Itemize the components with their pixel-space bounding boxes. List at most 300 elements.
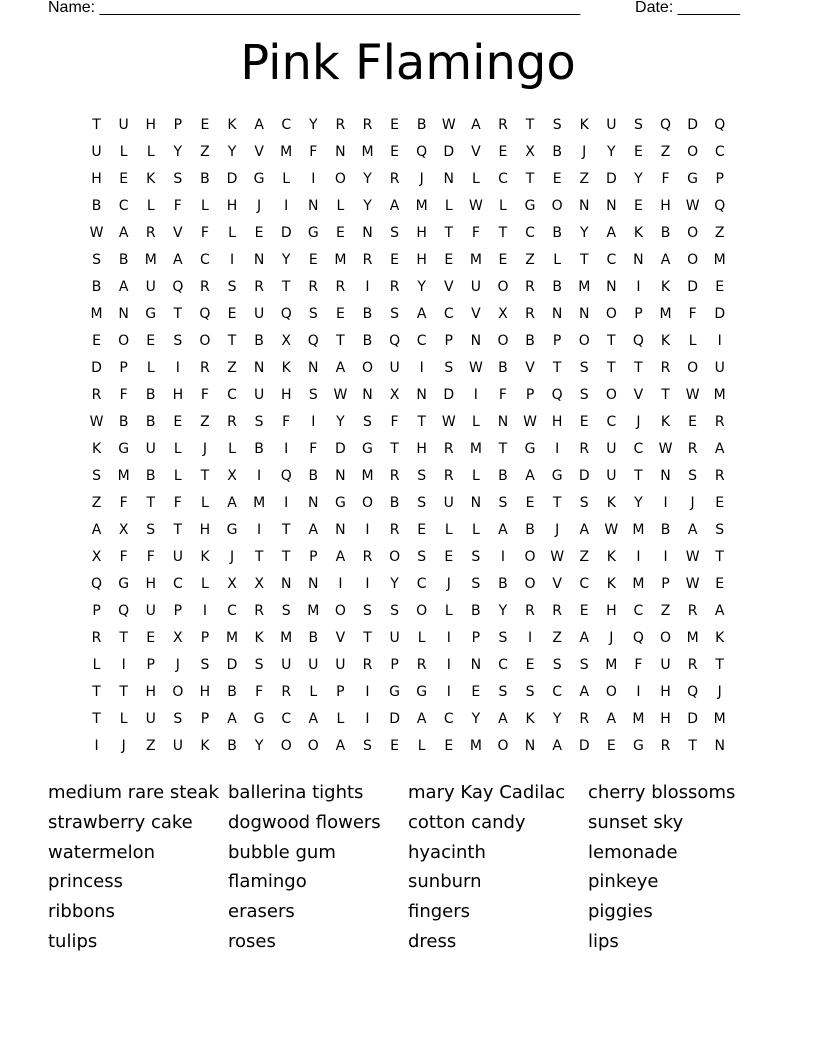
grid-letter[interactable]: T (281, 548, 291, 565)
grid-letter[interactable]: L (336, 197, 345, 214)
grid-letter[interactable]: M (713, 251, 726, 268)
grid-letter[interactable]: U (443, 494, 454, 511)
grid-letter[interactable]: F (309, 440, 318, 457)
grid-letter[interactable]: P (525, 386, 535, 403)
grid-letter[interactable]: T (92, 710, 101, 727)
grid-letter[interactable]: H (199, 521, 211, 538)
grid-letter[interactable]: R (362, 548, 373, 565)
grid-letter[interactable]: M (713, 386, 726, 403)
grid-letter[interactable]: L (688, 332, 697, 349)
grid-letter[interactable]: Z (227, 359, 237, 376)
grid-letter[interactable]: A (335, 548, 346, 565)
grid-letter[interactable]: P (146, 656, 155, 673)
grid-letter[interactable]: R (416, 656, 427, 673)
grid-letter[interactable]: I (663, 494, 668, 511)
grid-letter[interactable]: R (389, 467, 400, 484)
grid-letter[interactable]: E (579, 413, 589, 430)
grid-letter[interactable]: B (362, 332, 373, 349)
grid-letter[interactable]: C (281, 710, 292, 727)
grid-letter[interactable]: E (390, 116, 399, 133)
grid-letter[interactable]: G (362, 440, 373, 457)
grid-letter[interactable]: T (336, 332, 345, 349)
grid-letter[interactable]: P (661, 575, 670, 592)
grid-letter[interactable]: P (309, 548, 318, 565)
grid-letter[interactable]: S (715, 521, 725, 538)
grid-letter[interactable]: P (92, 602, 101, 619)
grid-letter[interactable]: N (118, 305, 129, 322)
grid-letter[interactable]: E (444, 251, 454, 268)
grid-letter[interactable]: K (660, 413, 671, 430)
grid-letter[interactable]: M (469, 251, 482, 268)
grid-letter[interactable]: I (446, 629, 451, 646)
grid-letter[interactable]: C (633, 440, 644, 457)
grid-letter[interactable]: V (471, 305, 481, 322)
grid-letter[interactable]: C (172, 575, 183, 592)
grid-letter[interactable]: L (201, 197, 209, 214)
grid-letter[interactable]: E (633, 143, 643, 160)
grid-letter[interactable]: D (443, 143, 455, 160)
grid-letter[interactable]: Q (660, 116, 672, 133)
grid-letter[interactable]: J (717, 683, 722, 700)
grid-letter[interactable]: D (578, 737, 590, 754)
grid-letter[interactable]: M (280, 629, 293, 646)
grid-letter[interactable]: U (470, 278, 481, 295)
grid-letter[interactable]: N (416, 386, 427, 403)
grid-letter[interactable]: B (552, 143, 562, 160)
grid-letter[interactable]: A (308, 710, 319, 727)
grid-letter[interactable]: R (687, 440, 698, 457)
grid-letter[interactable]: F (146, 548, 155, 565)
grid-letter[interactable]: S (525, 683, 535, 700)
grid-letter[interactable]: A (579, 521, 590, 538)
grid-letter[interactable]: G (226, 521, 238, 538)
grid-letter[interactable]: W (685, 386, 700, 403)
grid-letter[interactable]: E (715, 575, 725, 592)
grid-letter[interactable]: G (334, 494, 346, 511)
grid-letter[interactable]: P (471, 629, 481, 646)
grid-letter[interactable]: I (717, 332, 722, 349)
grid-letter[interactable]: F (119, 494, 128, 511)
grid-letter[interactable]: E (390, 143, 399, 160)
grid-letter[interactable]: E (633, 197, 643, 214)
grid-letter[interactable]: N (308, 359, 319, 376)
grid-letter[interactable]: B (525, 332, 535, 349)
grid-letter[interactable]: H (660, 710, 671, 727)
grid-letter[interactable]: C (118, 197, 129, 214)
grid-letter[interactable]: N (606, 278, 617, 295)
grid-letter[interactable]: C (606, 413, 617, 430)
grid-letter[interactable]: H (416, 251, 427, 268)
grid-letter[interactable]: U (253, 386, 265, 403)
grid-letter[interactable]: S (417, 467, 427, 484)
grid-letter[interactable]: I (636, 278, 641, 295)
grid-letter[interactable]: I (365, 521, 370, 538)
grid-letter[interactable]: Y (173, 143, 183, 160)
grid-letter[interactable]: L (119, 710, 128, 727)
grid-letter[interactable]: G (389, 683, 400, 700)
grid-letter[interactable]: Q (118, 602, 130, 619)
grid-letter[interactable]: C (227, 602, 237, 619)
grid-letter[interactable]: V (471, 143, 481, 160)
grid-letter[interactable]: F (309, 143, 318, 160)
grid-letter[interactable]: D (335, 440, 346, 457)
grid-letter[interactable]: S (363, 413, 372, 430)
grid-letter[interactable]: N (551, 305, 563, 322)
grid-letter[interactable]: A (416, 305, 427, 322)
grid-letter[interactable]: R (498, 116, 508, 133)
grid-letter[interactable]: B (525, 521, 535, 538)
grid-letter[interactable]: L (201, 575, 209, 592)
grid-letter[interactable]: R (525, 602, 535, 619)
grid-letter[interactable]: P (715, 170, 724, 187)
grid-letter[interactable]: X (498, 305, 508, 322)
grid-letter[interactable]: G (687, 170, 699, 187)
grid-letter[interactable]: T (92, 683, 101, 700)
grid-letter[interactable]: L (417, 737, 426, 754)
grid-letter[interactable]: Q (307, 332, 319, 349)
grid-letter[interactable]: C (633, 602, 644, 619)
grid-letter[interactable]: B (118, 251, 129, 268)
grid-letter[interactable]: Y (363, 197, 372, 214)
grid-letter[interactable]: Y (471, 710, 481, 727)
grid-letter[interactable]: Q (687, 683, 699, 700)
grid-letter[interactable]: M (605, 656, 618, 673)
grid-letter[interactable]: I (121, 656, 126, 673)
grid-letter[interactable]: Y (281, 251, 291, 268)
grid-letter[interactable]: S (498, 629, 508, 646)
grid-letter[interactable]: O (497, 737, 509, 754)
grid-letter[interactable]: E (227, 305, 237, 322)
grid-letter[interactable]: B (498, 359, 508, 376)
grid-letter[interactable]: Y (498, 602, 508, 619)
grid-letter[interactable]: D (226, 170, 238, 187)
grid-letter[interactable]: B (362, 305, 373, 322)
grid-letter[interactable]: T (254, 548, 264, 565)
grid-letter[interactable]: S (227, 278, 237, 295)
grid-letter[interactable]: O (416, 602, 428, 619)
grid-letter[interactable]: O (605, 305, 617, 322)
grid-letter[interactable]: L (309, 683, 318, 700)
grid-letter[interactable]: P (119, 359, 128, 376)
grid-letter[interactable]: D (605, 170, 617, 187)
grid-letter[interactable]: B (308, 467, 319, 484)
grid-letter[interactable]: B (254, 332, 264, 349)
grid-letter[interactable]: L (499, 197, 507, 214)
grid-letter[interactable]: O (361, 494, 373, 511)
grid-letter[interactable]: R (254, 278, 264, 295)
grid-letter[interactable]: Y (309, 116, 318, 133)
grid-letter[interactable]: S (308, 386, 318, 403)
grid-letter[interactable]: Q (551, 386, 563, 403)
grid-letter[interactable]: W (89, 413, 104, 430)
grid-letter[interactable]: U (172, 737, 183, 754)
grid-letter[interactable]: I (284, 494, 289, 511)
grid-letter[interactable]: I (365, 710, 370, 727)
grid-letter[interactable]: O (551, 197, 563, 214)
grid-letter[interactable]: V (254, 143, 264, 160)
grid-letter[interactable]: T (227, 332, 237, 349)
grid-letter[interactable]: K (606, 494, 616, 511)
grid-letter[interactable]: J (257, 197, 262, 214)
grid-letter[interactable]: N (253, 359, 265, 376)
grid-letter[interactable]: T (661, 386, 670, 403)
grid-letter[interactable]: S (92, 251, 101, 268)
grid-letter[interactable]: N (280, 575, 292, 592)
grid-letter[interactable]: I (311, 413, 316, 430)
grid-letter[interactable]: V (633, 386, 644, 403)
grid-letter[interactable]: A (660, 251, 671, 268)
grid-letter[interactable]: R (335, 278, 346, 295)
grid-letter[interactable]: K (281, 359, 291, 376)
grid-letter[interactable]: E (498, 143, 508, 160)
grid-letter[interactable]: J (582, 143, 587, 160)
grid-letter[interactable]: T (146, 494, 156, 511)
grid-letter[interactable]: S (308, 305, 318, 322)
grid-letter[interactable]: O (687, 251, 699, 268)
grid-letter[interactable]: A (552, 737, 562, 754)
grid-letter[interactable]: S (579, 359, 589, 376)
grid-letter[interactable]: Q (632, 629, 644, 646)
grid-letter[interactable]: U (145, 278, 156, 295)
grid-letter[interactable]: S (254, 413, 264, 430)
grid-letter[interactable]: T (634, 467, 643, 484)
grid-letter[interactable]: O (524, 575, 536, 592)
name-field[interactable]: Name: ______________________________________________________ (48, 0, 581, 16)
grid-letter[interactable]: E (200, 116, 210, 133)
grid-letter[interactable]: K (91, 440, 102, 457)
grid-letter[interactable]: U (145, 710, 156, 727)
grid-letter[interactable]: W (685, 197, 700, 214)
grid-letter[interactable]: M (361, 143, 374, 160)
grid-letter[interactable]: B (145, 467, 156, 484)
grid-letter[interactable]: L (146, 197, 155, 214)
grid-letter[interactable]: H (416, 224, 427, 241)
grid-letter[interactable]: P (200, 710, 210, 727)
grid-letter[interactable]: R (443, 467, 454, 484)
grid-letter[interactable]: R (443, 440, 454, 457)
grid-letter[interactable]: T (119, 683, 128, 700)
grid-letter[interactable]: S (552, 656, 562, 673)
grid-letter[interactable]: R (687, 656, 698, 673)
grid-letter[interactable]: H (172, 386, 184, 403)
grid-letter[interactable]: S (688, 467, 698, 484)
grid-letter[interactable]: I (365, 575, 370, 592)
grid-letter[interactable]: B (498, 467, 508, 484)
grid-letter[interactable]: T (119, 629, 128, 646)
grid-letter[interactable]: D (389, 710, 400, 727)
grid-letter[interactable]: I (663, 548, 668, 565)
grid-letter[interactable]: T (92, 116, 101, 133)
grid-letter[interactable]: Y (336, 413, 345, 430)
grid-letter[interactable]: G (632, 737, 644, 754)
grid-letter[interactable]: R (281, 683, 292, 700)
grid-letter[interactable]: P (444, 332, 453, 349)
grid-letter[interactable]: A (118, 278, 129, 295)
grid-letter[interactable]: U (308, 656, 319, 673)
grid-letter[interactable]: E (335, 224, 345, 241)
grid-letter[interactable]: R (579, 440, 590, 457)
grid-letter[interactable]: A (254, 116, 264, 133)
grid-letter[interactable]: C (525, 224, 535, 241)
grid-letter[interactable]: G (307, 224, 319, 241)
grid-letter[interactable]: R (660, 737, 671, 754)
grid-letter[interactable]: O (605, 683, 617, 700)
grid-letter[interactable]: A (173, 251, 183, 268)
grid-letter[interactable]: L (417, 629, 426, 646)
grid-letter[interactable]: S (579, 386, 589, 403)
grid-letter[interactable]: B (227, 683, 237, 700)
grid-letter[interactable]: E (715, 278, 725, 295)
grid-letter[interactable]: P (390, 656, 399, 673)
grid-letter[interactable]: N (524, 737, 536, 754)
grid-letter[interactable]: U (606, 467, 617, 484)
grid-letter[interactable]: P (552, 332, 562, 349)
grid-letter[interactable]: C (416, 575, 427, 592)
grid-letter[interactable]: N (470, 332, 482, 349)
grid-letter[interactable]: C (498, 170, 508, 187)
grid-letter[interactable]: M (578, 278, 591, 295)
grid-letter[interactable]: B (471, 602, 481, 619)
grid-letter[interactable]: X (254, 575, 264, 592)
grid-letter[interactable]: T (200, 467, 210, 484)
grid-letter[interactable]: J (446, 575, 451, 592)
grid-letter[interactable]: D (91, 359, 102, 376)
grid-letter[interactable]: R (200, 359, 210, 376)
grid-letter[interactable]: K (606, 575, 616, 592)
grid-letter[interactable]: D (687, 116, 698, 133)
grid-letter[interactable]: T (281, 278, 291, 295)
grid-letter[interactable]: R (525, 305, 535, 322)
grid-letter[interactable]: S (92, 467, 101, 484)
grid-letter[interactable]: F (688, 305, 697, 322)
grid-letter[interactable]: S (281, 602, 291, 619)
grid-letter[interactable]: O (334, 170, 346, 187)
grid-letter[interactable]: V (173, 224, 183, 241)
grid-letter[interactable]: E (498, 251, 508, 268)
grid-letter[interactable]: N (714, 737, 725, 754)
grid-letter[interactable]: T (525, 170, 535, 187)
grid-letter[interactable]: L (119, 143, 128, 160)
grid-letter[interactable]: W (685, 548, 700, 565)
grid-letter[interactable]: R (389, 278, 400, 295)
grid-letter[interactable]: F (119, 548, 128, 565)
grid-letter[interactable]: L (471, 521, 480, 538)
grid-letter[interactable]: X (118, 521, 129, 538)
grid-letter[interactable]: F (282, 413, 291, 430)
grid-letter[interactable]: C (606, 251, 617, 268)
grid-letter[interactable]: H (145, 116, 156, 133)
grid-letter[interactable]: O (497, 278, 509, 295)
grid-letter[interactable]: C (416, 332, 427, 349)
grid-letter[interactable]: Y (363, 170, 372, 187)
grid-letter[interactable]: P (200, 629, 210, 646)
grid-letter[interactable]: I (229, 251, 235, 268)
grid-letter[interactable]: N (470, 494, 482, 511)
grid-letter[interactable]: H (660, 197, 671, 214)
grid-letter[interactable]: B (254, 440, 264, 457)
grid-letter[interactable]: S (173, 332, 183, 349)
grid-letter[interactable]: R (254, 602, 264, 619)
grid-letter[interactable]: Z (579, 548, 590, 565)
grid-letter[interactable]: H (660, 683, 671, 700)
grid-letter[interactable]: F (471, 224, 480, 241)
grid-letter[interactable]: T (715, 548, 724, 565)
grid-letter[interactable]: K (525, 710, 535, 727)
grid-letter[interactable]: J (121, 737, 126, 754)
grid-letter[interactable]: Y (607, 143, 616, 160)
grid-letter[interactable]: E (552, 170, 562, 187)
grid-letter[interactable]: I (284, 440, 289, 457)
grid-letter[interactable]: L (228, 440, 236, 457)
grid-letter[interactable]: A (687, 521, 698, 538)
grid-letter[interactable]: Y (417, 278, 426, 295)
grid-letter[interactable]: I (500, 548, 506, 565)
grid-letter[interactable]: T (688, 737, 697, 754)
grid-letter[interactable]: A (471, 116, 481, 133)
grid-letter[interactable]: E (173, 413, 183, 430)
grid-letter[interactable]: L (336, 710, 345, 727)
grid-letter[interactable]: O (687, 143, 699, 160)
grid-letter[interactable]: N (578, 305, 590, 322)
grid-letter[interactable]: O (118, 332, 130, 349)
grid-letter[interactable]: H (606, 602, 617, 619)
grid-letter[interactable]: L (553, 251, 562, 268)
grid-letter[interactable]: B (118, 413, 129, 430)
grid-letter[interactable]: K (200, 737, 210, 754)
grid-letter[interactable]: N (335, 143, 346, 160)
grid-letter[interactable]: A (579, 629, 590, 646)
grid-letter[interactable]: I (257, 467, 262, 484)
grid-letter[interactable]: Y (390, 575, 399, 592)
grid-letter[interactable]: A (498, 710, 508, 727)
grid-letter[interactable]: V (552, 575, 562, 592)
grid-letter[interactable]: B (91, 197, 102, 214)
grid-letter[interactable]: M (632, 710, 645, 727)
grid-letter[interactable]: R (389, 170, 400, 187)
grid-letter[interactable]: A (118, 224, 129, 241)
grid-letter[interactable]: B (145, 413, 156, 430)
grid-letter[interactable]: B (552, 278, 562, 295)
grid-letter[interactable]: D (687, 278, 698, 295)
grid-letter[interactable]: I (284, 197, 289, 214)
grid-letter[interactable]: R (714, 467, 725, 484)
grid-letter[interactable]: I (555, 440, 560, 457)
grid-letter[interactable]: S (146, 521, 156, 538)
grid-letter[interactable]: S (471, 548, 481, 565)
grid-letter[interactable]: Y (552, 710, 562, 727)
grid-letter[interactable]: O (524, 548, 536, 565)
grid-letter[interactable]: X (525, 143, 535, 160)
grid-letter[interactable]: O (497, 332, 509, 349)
grid-letter[interactable]: I (94, 737, 99, 754)
grid-letter[interactable]: I (527, 629, 533, 646)
grid-letter[interactable]: F (173, 494, 182, 511)
grid-letter[interactable]: K (606, 548, 616, 565)
grid-letter[interactable]: K (146, 170, 156, 187)
grid-letter[interactable]: M (469, 737, 482, 754)
grid-letter[interactable]: S (579, 494, 589, 511)
grid-letter[interactable]: O (389, 548, 401, 565)
grid-letter[interactable]: B (200, 170, 210, 187)
grid-letter[interactable]: O (334, 602, 346, 619)
grid-letter[interactable]: R (145, 224, 156, 241)
grid-letter[interactable]: U (335, 656, 346, 673)
grid-letter[interactable]: K (633, 224, 644, 241)
grid-letter[interactable]: A (606, 710, 617, 727)
grid-letter[interactable]: R (552, 602, 562, 619)
grid-letter[interactable]: W (550, 548, 565, 565)
grid-letter[interactable]: Q (632, 332, 644, 349)
